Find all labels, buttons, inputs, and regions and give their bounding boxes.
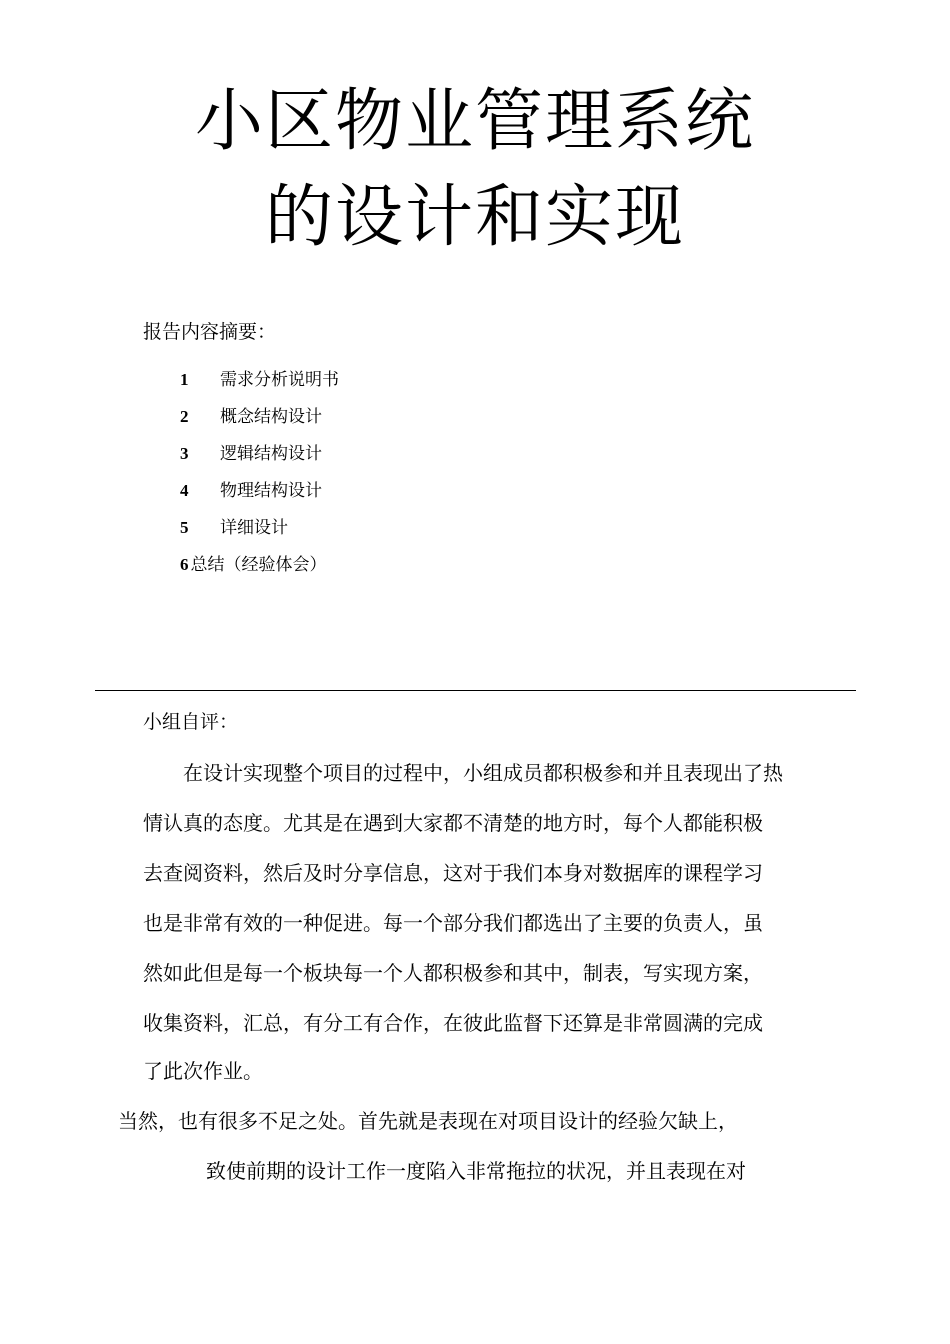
evaluation-line: 情认真的态度。尤其是在遇到大家都不清楚的地方时，每个人都能积极 <box>143 811 763 835</box>
summary-item-label: 逻辑结构设计 <box>220 444 322 464</box>
evaluation-line: 在设计实现整个项目的过程中，小组成员都积极参和并且表现出了热 <box>183 761 783 785</box>
evaluation-heading: 小组自评： <box>143 711 239 733</box>
summary-item-number: 5 <box>180 518 189 537</box>
evaluation-line: 然如此但是每一个板块每一个人都积极参和其中，制表，写实现方案， <box>143 961 763 985</box>
summary-item-label: 需求分析说明书 <box>220 370 339 390</box>
evaluation-line: 收集资料，汇总，有分工有合作，在彼此监督下还算是非常圆满的完成 <box>143 1011 763 1035</box>
evaluation-line: 也是非常有效的一种促进。每一个部分我们都选出了主要的负责人，虽 <box>143 911 763 935</box>
summary-item <box>180 514 339 551</box>
summary-list <box>180 366 339 588</box>
summary-item <box>180 477 339 514</box>
summary-item <box>180 403 339 440</box>
section-divider <box>95 690 856 691</box>
summary-item-label: 详细设计 <box>220 518 288 538</box>
evaluation-line: 去查阅资料，然后及时分享信息，这对于我们本身对数据库的课程学习 <box>143 861 763 885</box>
evaluation-line: 当然，也有很多不足之处。首先就是表现在对项目设计的经验欠缺上， <box>118 1109 738 1133</box>
summary-item-number: 6 <box>180 555 189 574</box>
summary-item <box>180 440 339 477</box>
summary-item-number: 2 <box>180 407 189 426</box>
summary-item-number: 4 <box>180 481 189 500</box>
evaluation-line: 致使前期的设计工作一度陷入非常拖拉的状况，并且表现在对 <box>206 1159 746 1183</box>
summary-item-label: 物理结构设计 <box>220 481 322 501</box>
summary-heading: 报告内容摘要： <box>143 321 277 343</box>
title-line-2: 的设计和实现 <box>264 178 685 257</box>
summary-item <box>180 551 339 588</box>
summary-item-number: 1 <box>180 370 189 389</box>
summary-item-label: 概念结构设计 <box>220 407 322 427</box>
summary-item <box>180 366 339 403</box>
evaluation-line: 了此次作业。 <box>143 1059 263 1083</box>
title-line-1: 小区物业管理系统 <box>194 82 755 161</box>
summary-item-number: 3 <box>180 444 189 463</box>
summary-item-label: 总结（经验体会） <box>190 555 327 575</box>
